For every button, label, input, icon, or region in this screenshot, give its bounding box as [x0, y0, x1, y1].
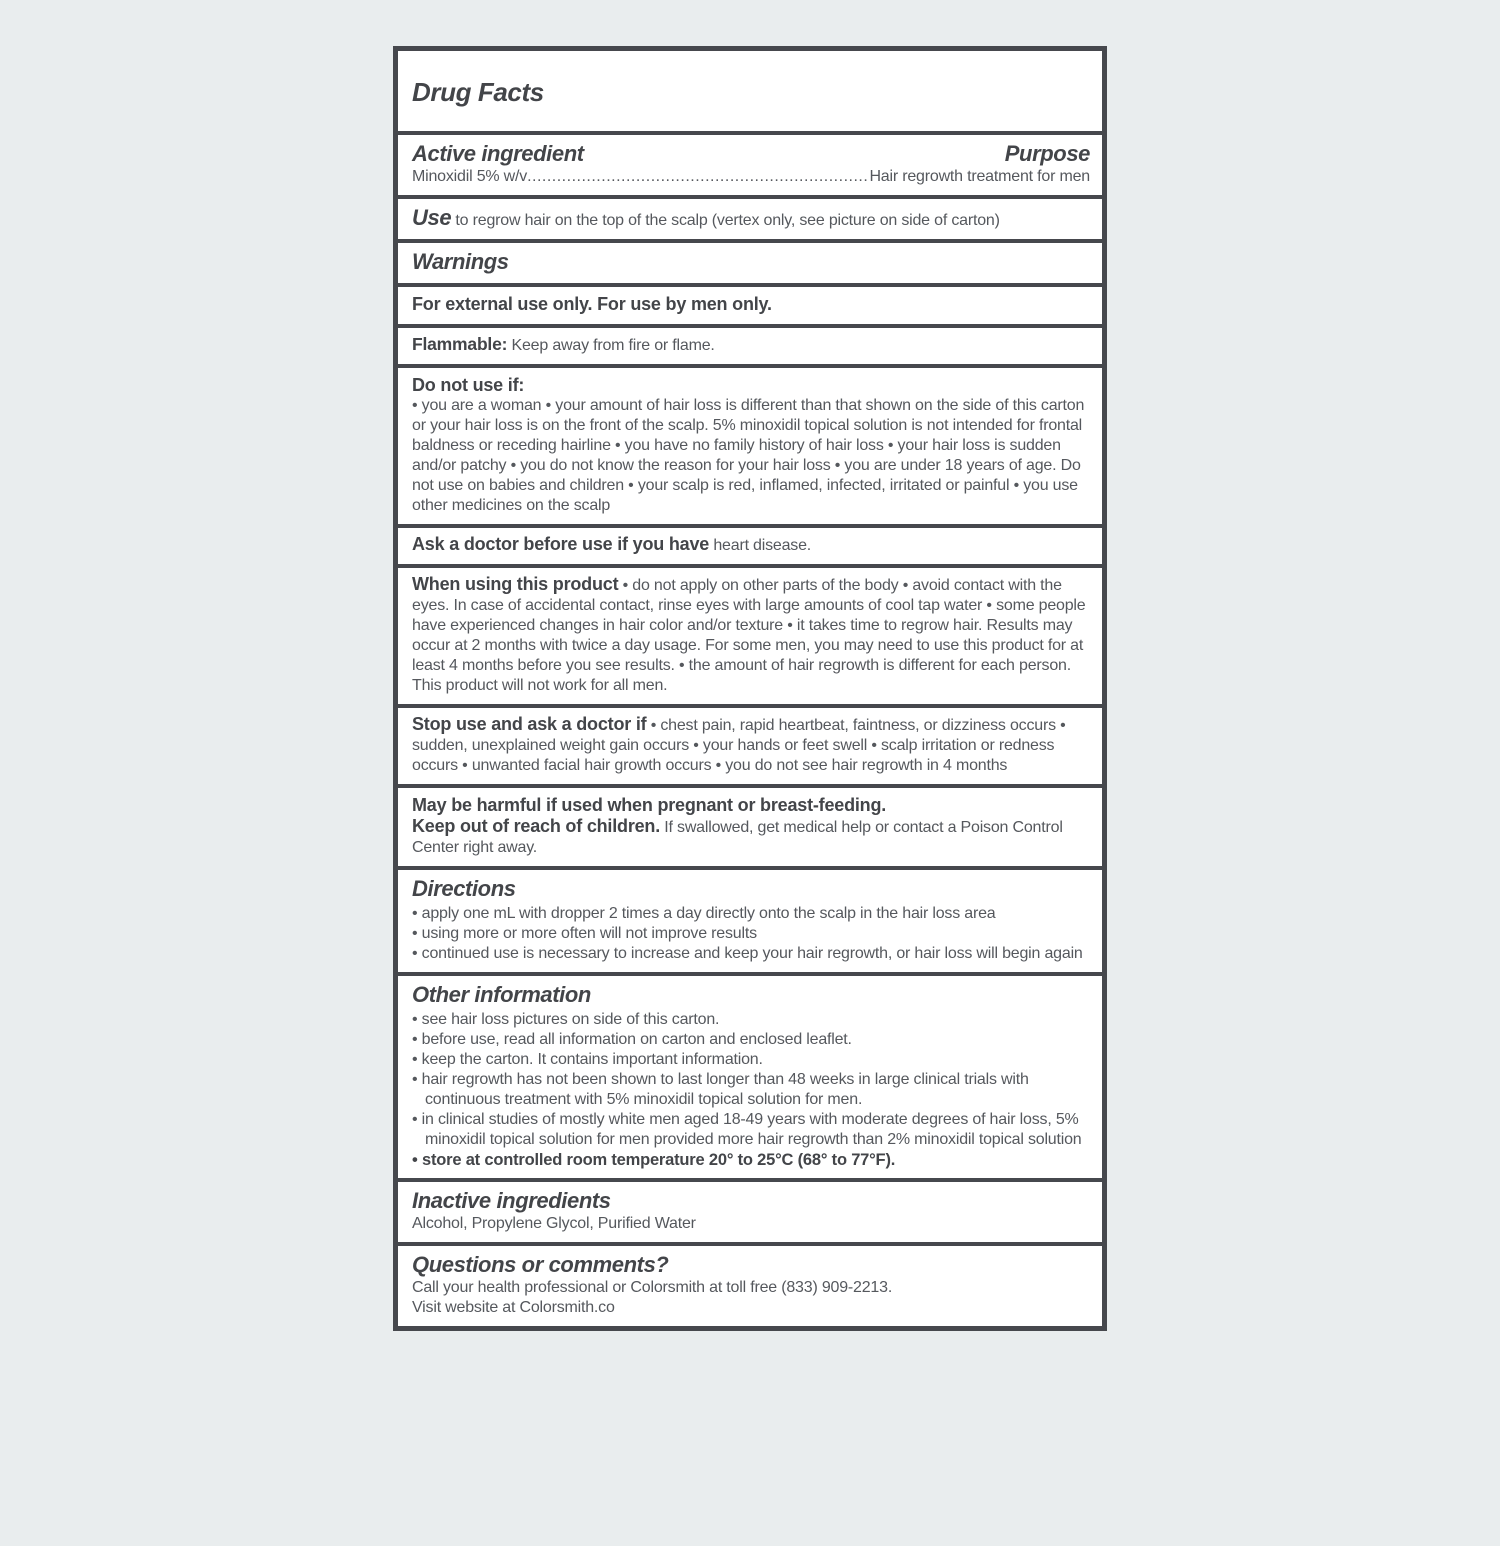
when-using-text: • do not apply on other parts of the body • avoid contact with the eyes. In case of accidental contact, rinse eyes with large amounts of cool tap water • some people have experienced changes in hair color and/or texture • it takes time to regrow hair. Results may occur at 2 months with twice a day usage. For some men, you may need to use this product for at least 4 months before you see results. • the amount of hair regrowth is different for each person. This product will not work for all men. — [412, 577, 1086, 694]
pregnancy-warning-line: May be harmful if used when pregnant or breast-feeding. — [412, 795, 887, 815]
drug-facts-label — [393, 46, 1107, 1331]
dotted-leader — [527, 167, 869, 187]
other-information-heading: Other information — [412, 982, 591, 1007]
keep-out-of-reach-lead: Keep out of reach of children. — [412, 816, 661, 836]
other-information-item: • keep the carton. It contains important information. — [412, 1050, 1090, 1070]
warnings-heading: Warnings — [412, 249, 509, 274]
ask-doctor-text: heart disease. — [713, 537, 812, 554]
directions-list — [412, 904, 1090, 964]
other-information-item: • before use, read all information on carton and enclosed leaflet. — [412, 1030, 1090, 1050]
questions-phone-line: Call your health professional or Colorsmith at toll free (833) 909-2213. — [412, 1279, 893, 1296]
active-ingredient-header-row — [412, 141, 1090, 167]
other-information-item: • in clinical studies of mostly white men aged 18-49 years with moderate degrees of hair loss, 5% minoxidil topical solution for men provided more hair regrowth than 2% minoxidil topical solution — [412, 1110, 1090, 1150]
section-pregnancy-warning — [398, 784, 1102, 866]
section-warnings-title — [398, 239, 1102, 283]
active-ingredient-leader-row — [412, 167, 1090, 187]
other-information-list — [412, 1010, 1090, 1170]
flammable-lead: Flammable: — [412, 334, 508, 354]
purpose-heading: Purpose — [1004, 141, 1090, 166]
section-do-not-use — [398, 364, 1102, 524]
section-inactive-ingredients — [398, 1178, 1102, 1242]
directions-item: • using more or more often will not improve results — [412, 924, 1090, 944]
section-ask-doctor — [398, 524, 1102, 564]
keep-out-of-reach-text: If swallowed, get medical help or contact a Poison Control Center right away. — [412, 819, 1063, 856]
other-information-item: • see hair loss pictures on side of this carton. — [412, 1010, 1090, 1030]
questions-website-line: Visit website at Colorsmith.co — [412, 1299, 615, 1316]
section-other-information — [398, 972, 1102, 1178]
keep-out-of-reach-line — [412, 816, 1090, 858]
section-flammable — [398, 324, 1102, 364]
section-external-use — [398, 283, 1102, 324]
section-stop-use — [398, 704, 1102, 784]
section-use — [398, 195, 1102, 239]
drug-facts-heading: Drug Facts — [412, 77, 544, 107]
directions-item: • apply one mL with dropper 2 times a day directly onto the scalp in the hair loss area — [412, 904, 1090, 924]
section-directions — [398, 866, 1102, 972]
do-not-use-heading: Do not use if: — [412, 375, 525, 395]
other-information-item: • hair regrowth has not been shown to last longer than 48 weeks in large clinical trials with continuous treatment with 5% minoxidil topical solution for men. — [412, 1070, 1090, 1110]
questions-heading: Questions or comments? — [412, 1252, 669, 1277]
use-heading: Use — [412, 205, 452, 230]
section-drug-facts-title — [398, 51, 1102, 131]
stop-use-text: • chest pain, rapid heartbeat, faintness, or dizziness occurs • sudden, unexplained weight gain occurs • your hands or feet swell • scalp irritation or redness occurs • unwanted facial hair growth occurs • you do not see hair regrowth in 4 months — [412, 717, 1066, 774]
directions-heading: Directions — [412, 876, 516, 901]
storage-instruction: • store at controlled room temperature 20° to 25°C (68° to 77°F). — [412, 1150, 1090, 1170]
external-use-text: For external use only. For use by men only. — [412, 294, 772, 314]
directions-item: • continued use is necessary to increase and keep your hair regrowth, or hair loss will begin again — [412, 944, 1090, 964]
do-not-use-text: • you are a woman • your amount of hair loss is different than that shown on the side of this carton or your hair loss is on the front of the scalp. 5% minoxidil topical solution is not intended for frontal baldness or receding hairline • you have no family history of hair loss • your hair loss is sudden and/or patchy • you do not know the reason for your hair loss • you are under 18 years of age. Do not use on babies and children • your scalp is red, inflamed, infected, irritated or painful • you use other medicines on the scalp — [412, 397, 1085, 514]
purpose-value: Hair regrowth treatment for men — [869, 168, 1090, 185]
section-active-ingredient — [398, 131, 1102, 195]
use-text: to regrow hair on the top of the scalp (vertex only, see picture on side of carton) — [455, 212, 1000, 229]
active-ingredient-name: Minoxidil 5% w/v — [412, 168, 528, 185]
active-ingredient-heading: Active ingredient — [412, 141, 584, 166]
when-using-lead: When using this product — [412, 574, 619, 594]
stop-use-lead: Stop use and ask a doctor if — [412, 714, 647, 734]
inactive-ingredients-heading: Inactive ingredients — [412, 1188, 611, 1213]
flammable-text: Keep away from fire or flame. — [511, 337, 715, 354]
ask-doctor-lead: Ask a doctor before use if you have — [412, 534, 710, 554]
section-questions — [398, 1242, 1102, 1326]
inactive-ingredients-text: Alcohol, Propylene Glycol, Purified Water — [412, 1215, 696, 1232]
section-when-using — [398, 564, 1102, 704]
